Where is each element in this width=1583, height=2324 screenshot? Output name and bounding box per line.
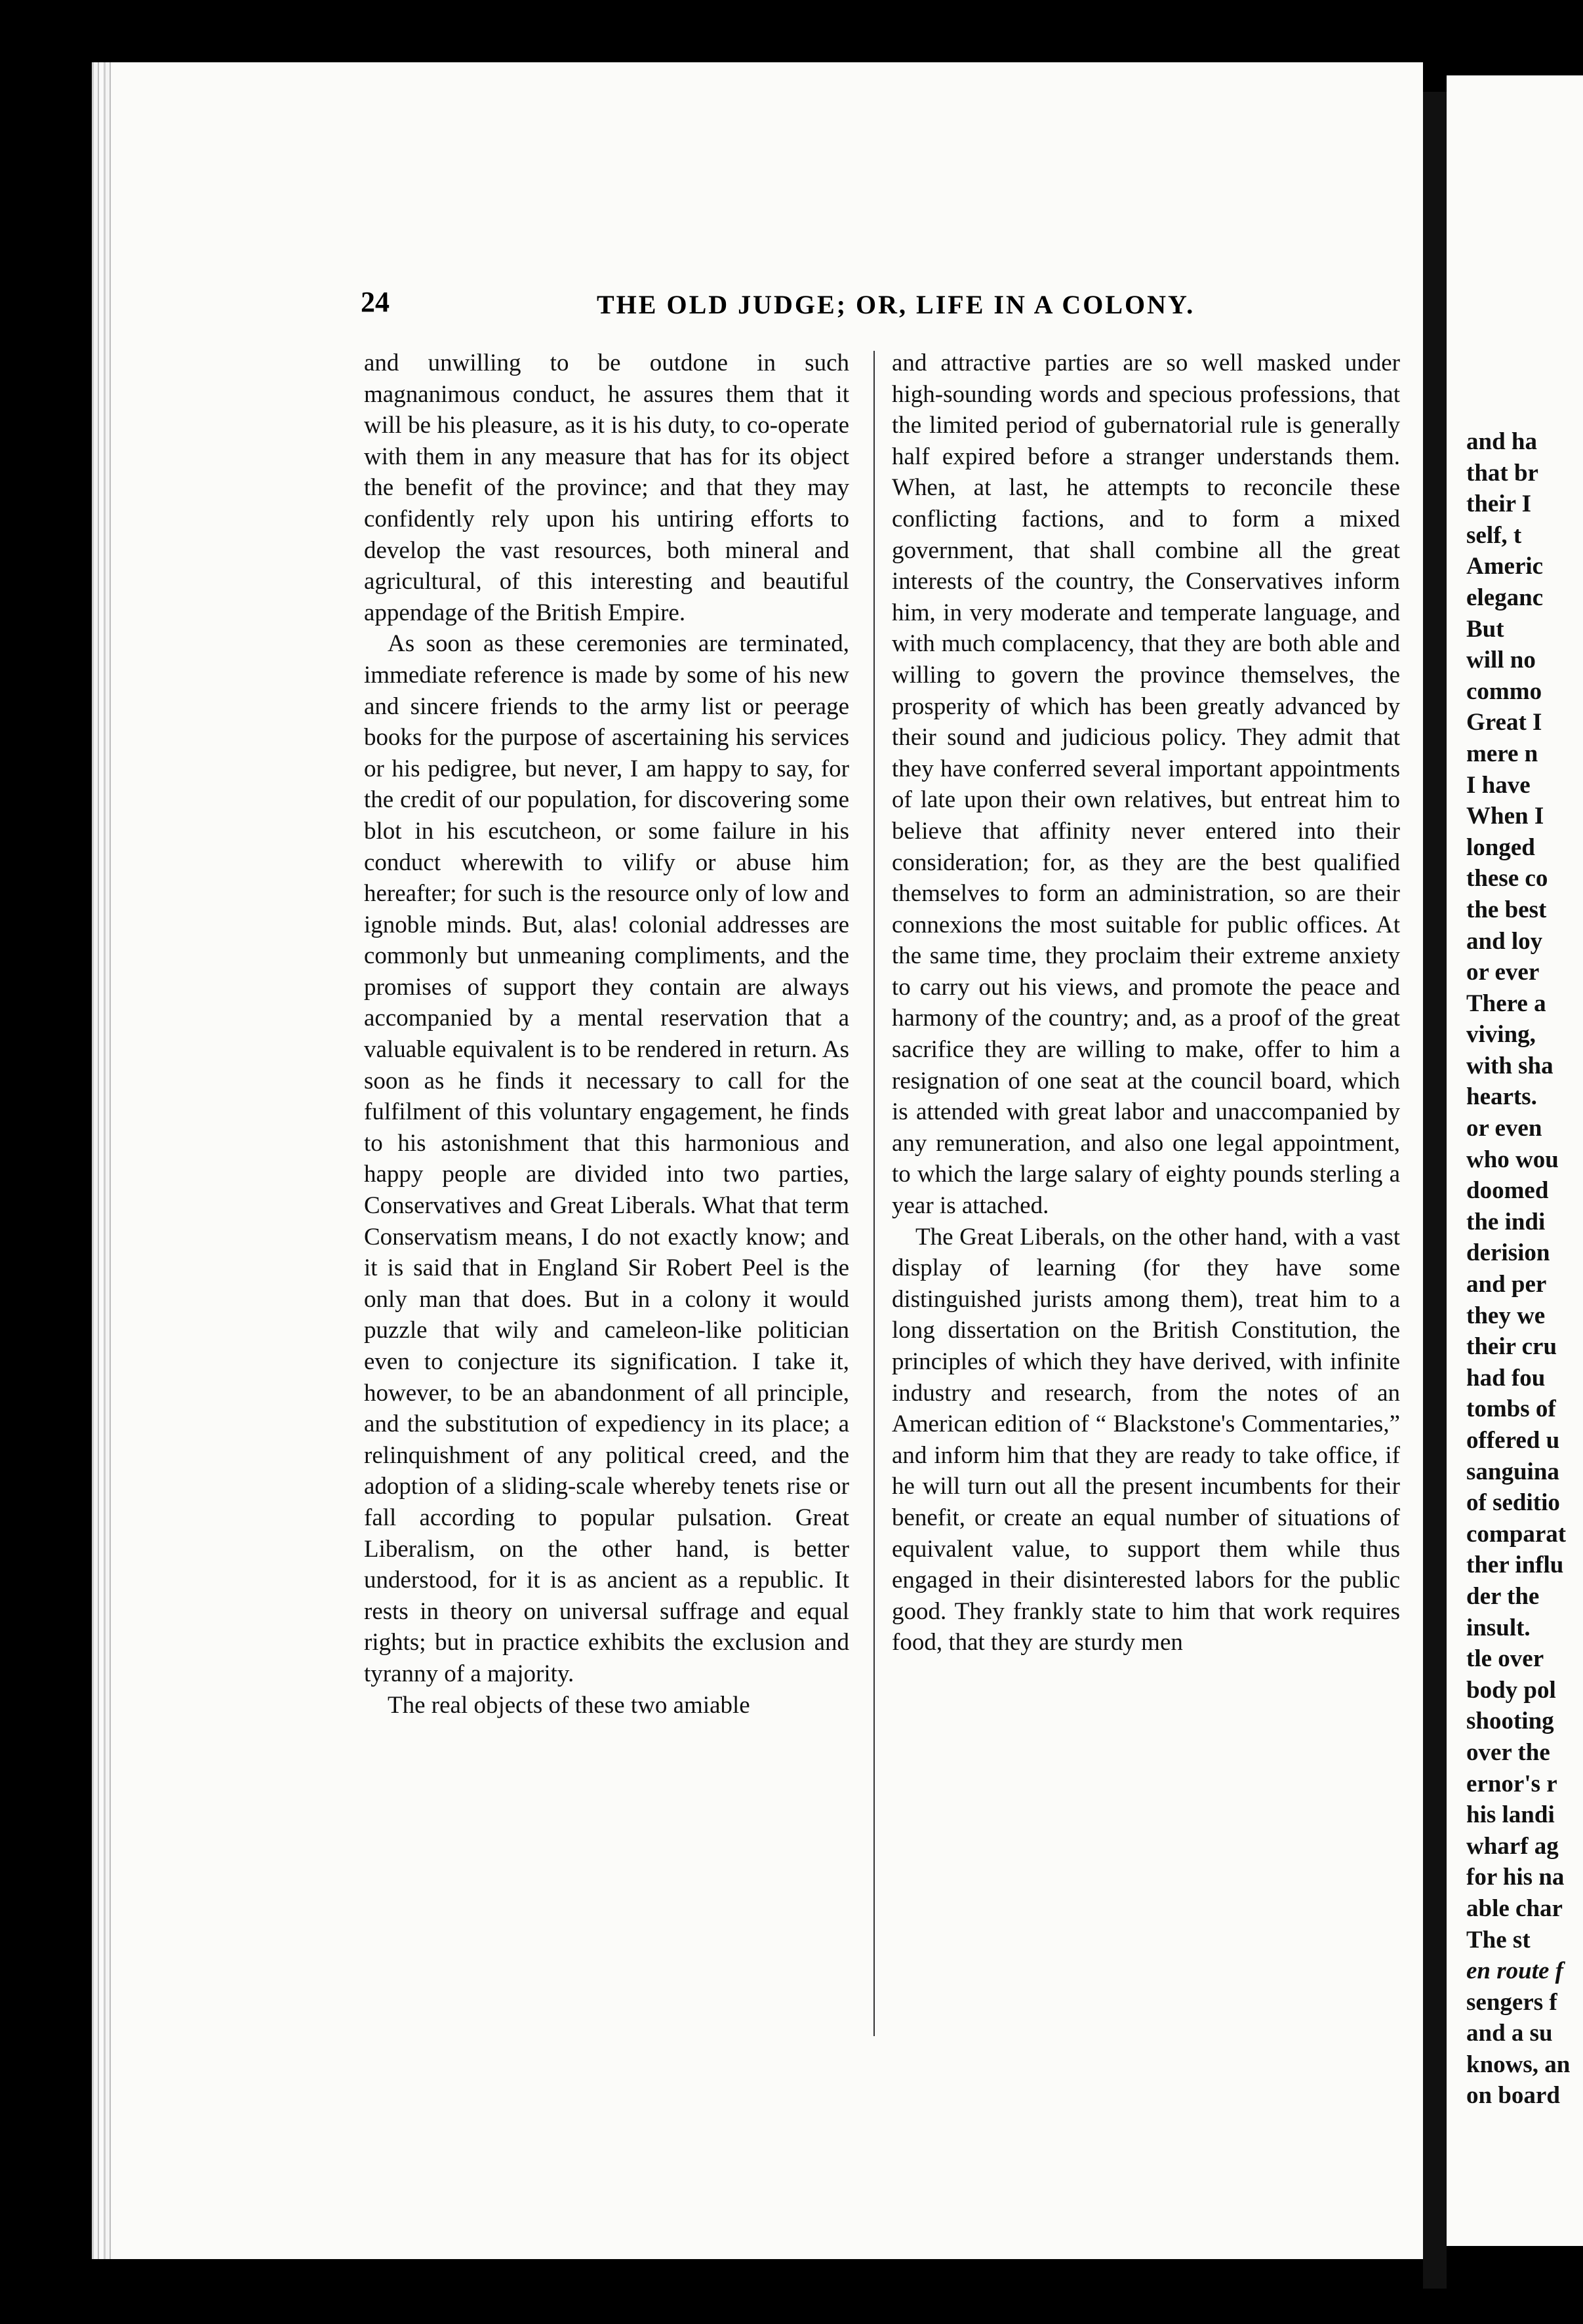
facing-line: longed	[1466, 833, 1535, 861]
facing-line: Great I	[1466, 709, 1542, 736]
paragraph: The Great Liberals, on the other hand, with a vast display of learning (for they have some distinguished jurists among them), treat him to a long dissertation on the British Constitution, the principles of which they have derived, with infinite industry and research, from the notes of an American edition of “ Blackstone's Commentaries,” and inform him that they are ready to take office, if he will turn out all the present incumbents for their benefit, or create an equal number of situations of equivalent value, to support them while thus engaged in their disinterested labors for the public good. They frankly state to him that work requires food, that they are sturdy men	[892, 1223, 1400, 1656]
page-header	[361, 285, 1246, 325]
facing-line: and per	[1466, 1271, 1547, 1298]
facing-line: But	[1466, 615, 1504, 643]
facing-line: Americ	[1466, 553, 1544, 580]
facing-page	[1447, 75, 1583, 2246]
facing-line: The st	[1466, 1926, 1531, 1953]
facing-line: had fou	[1466, 1364, 1546, 1392]
page-number: 24	[361, 286, 390, 318]
facing-line: comparat	[1466, 1520, 1567, 1548]
facing-line: that br	[1466, 459, 1538, 487]
facing-line: their I	[1466, 491, 1532, 518]
facing-line: tombs of	[1466, 1395, 1556, 1423]
facing-line: commo	[1466, 677, 1542, 705]
facing-line: the best	[1466, 896, 1547, 923]
facing-line: or even	[1466, 1115, 1542, 1142]
facing-line: doomed	[1466, 1177, 1549, 1205]
facing-line: and a su	[1466, 2020, 1553, 2047]
facing-line: body pol	[1466, 1676, 1556, 1704]
facing-line: of seditio	[1466, 1489, 1560, 1517]
facing-line: der the	[1466, 1582, 1540, 1610]
facing-line: insult.	[1466, 1614, 1531, 1641]
facing-line: derision	[1466, 1239, 1550, 1267]
facing-line: able char	[1466, 1894, 1563, 1922]
facing-line: or ever	[1466, 959, 1540, 986]
facing-line: en route f	[1466, 1957, 1563, 1985]
facing-line: these co	[1466, 865, 1548, 892]
facing-line: and loy	[1466, 927, 1543, 955]
facing-line: ernor's r	[1466, 1770, 1557, 1797]
facing-line: eleganc	[1466, 584, 1544, 611]
facing-line: hearts.	[1466, 1083, 1537, 1111]
facing-line: with sha	[1466, 1052, 1553, 1079]
facing-line: they we	[1466, 1302, 1546, 1329]
right-column	[892, 348, 1400, 1658]
facing-line: ther influ	[1466, 1552, 1564, 1579]
paragraph: and unwilling to be outdone in such magnanimous conduct, he assures them that it will be his pleasure, as it is his duty, to co-operate with them in any measure that has for its object the benefit of the province; and that they may confidently rely upon his untiring efforts to develop the vast resources, both mineral and agricultural, of this interesting and beautiful appendage of the British Empire.	[364, 350, 849, 626]
facing-line: tle over	[1466, 1645, 1544, 1673]
facing-line: sengers f	[1466, 1988, 1557, 2016]
running-title: THE OLD JUDGE; OR, LIFE IN A COLONY.	[597, 290, 1195, 319]
paragraph: The real objects of these two amiable	[388, 1691, 750, 1719]
facing-line: over the	[1466, 1738, 1550, 1766]
facing-line: mere n	[1466, 740, 1538, 767]
paragraph: As soon as these ceremonies are terminated, immediate reference is made by some of his new and sincere friends to the army list or peerage books for the purpose of ascertaining his services or his pedigree, but never, I am happy to say, for the credit of our population, for discovering some blot in his escutcheon, or some failure in his conduct wherewith to vilify or abuse him hereafter; for such is the resource only of low and ignoble minds. But, alas! colonial addresses are commonly but unmeaning compliments, and the promises of support they contain are always accompanied by a mental reservation that a valuable equivalent is to be rendered in return. As soon as he finds it necessary to call for the fulfilment of this voluntary engagement, he finds to his astonishment that this harmonious and happy people are divided into two parties, Conservatives and Great Liberals. What that term Conservatism means, I do not exactly know; and it is said that in England Sir Robert Peel is the only man that does. But in a colony it would puzzle that wily and cameleon-like politician even to conjecture its signification. I take it, however, to be an abandonment of all principle, and the substitution of expediency in its place; a relinquishment of any political creed, and the adoption of a sliding-scale whereby tenets rise or fall according to popular pulsation. Great Liberalism, on the other hand, is better understood, for it is as ancient as a republic. It rests in theory on universal suffrage and equal rights; but in practice exhibits the exclusion and tyranny of a majority.	[364, 630, 849, 1687]
facing-line: wharf ag	[1466, 1832, 1559, 1860]
book-spine	[1423, 92, 1447, 2289]
facing-line: viving,	[1466, 1021, 1536, 1049]
facing-line: and ha	[1466, 428, 1537, 455]
column-rule	[873, 351, 875, 2036]
left-column	[364, 348, 849, 1721]
facing-line: on board	[1466, 2082, 1560, 2110]
facing-line: knows, an	[1466, 2051, 1571, 2078]
paragraph: and attractive parties are so well masked under high-sounding words and specious professions, that the limited period of gubernatorial rule is generally half expired before a stranger understands them. When, at last, he attempts to reconcile these conflicting factions, and to form a mixed government, that shall combine all the great interests of the country, the Conservatives inform him, in very moderate and temperate language, and with much complacency, that they are both able and willing to govern the province themselves, the prosperity of which has been greatly advanced by their sound and judicious policy. They admit that they have conferred several important appointments of late upon their own relatives, but entreat him to believe that affinity never entered into their consideration; for, as they are the best qualified themselves to form an administration, so are their connexions the most suitable for public offices. At the same time, they proclaim their extreme anxiety to carry out his views, and promote the peace and harmony of the country; and, as a proof of the great sacrifice they are willing to make, offer to him a resignation of one seat at the council board, which is attended with great labor and unaccompanied by any remuneration, and also one legal appointment, to which the large salary of eighty pounds sterling a year is attached.	[892, 350, 1400, 1220]
facing-line: will no	[1466, 647, 1536, 674]
facing-line: who wou	[1466, 1146, 1559, 1173]
facing-page-text	[1466, 426, 1570, 2112]
facing-line: offered u	[1466, 1427, 1560, 1454]
facing-line: There a	[1466, 990, 1546, 1017]
facing-line: his landi	[1466, 1801, 1555, 1829]
facing-line: When I	[1466, 803, 1544, 830]
facing-line: sanguina	[1466, 1458, 1559, 1485]
facing-line: shooting	[1466, 1708, 1554, 1735]
facing-line: self, t	[1466, 521, 1522, 549]
facing-line: I have	[1466, 771, 1531, 799]
facing-line: for his na	[1466, 1864, 1565, 1891]
facing-line: the indi	[1466, 1208, 1546, 1235]
facing-line: their cru	[1466, 1333, 1557, 1361]
